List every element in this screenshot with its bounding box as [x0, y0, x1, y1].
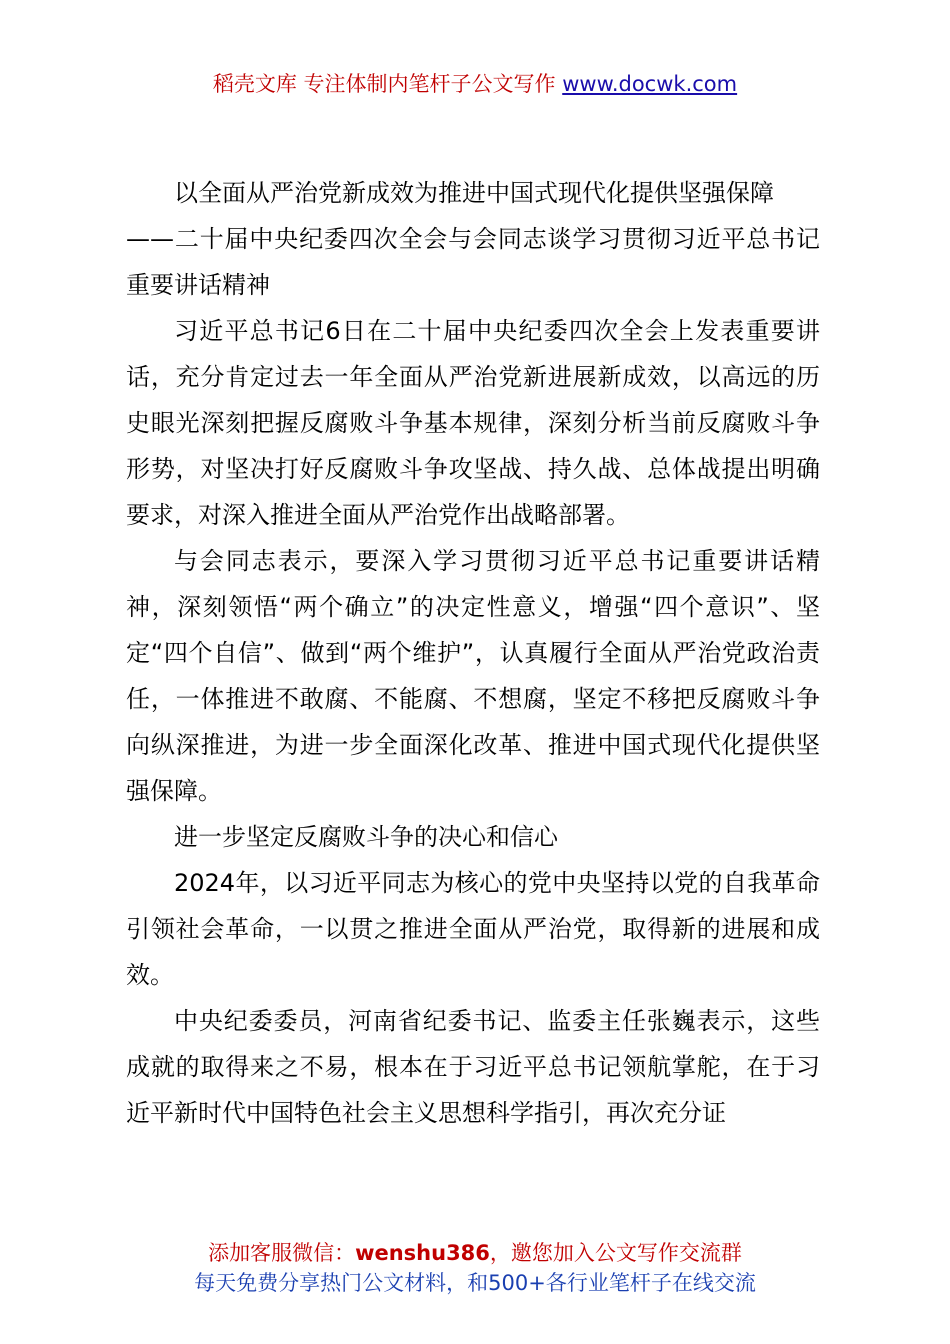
- footer-line-2: 每天免费分享热门公文材料，和500+各行业笔杆子在线交流: [194, 1271, 756, 1295]
- title-line-2: ——二十届中央纪委四次全会与会同志谈学习贯彻习近平总书记重要讲话精神: [126, 225, 820, 299]
- header-text: 稻壳文库 专注体制内笔杆子公文写作: [212, 72, 563, 96]
- footer-prefix: 添加客服微信：: [208, 1241, 356, 1265]
- paragraph-4: 中央纪委委员，河南省纪委书记、监委主任张巍表示，这些成就的取得来之不易，根本在于习近平总书记领航掌舵，在于习近平新时代中国特色社会主义思想科学指引，再次充分证: [126, 1007, 820, 1127]
- article-body: [126, 170, 820, 1136]
- section-heading: 进一步坚定反腐败斗争的决心和信心: [174, 823, 558, 851]
- paragraph-1: 习近平总书记6日在二十届中央纪委四次全会上发表重要讲话，充分肯定过去一年全面从严治党新进展新成效，以高远的历史眼光深刻把握反腐败斗争基本规律，深刻分析当前反腐败斗争形势，对坚决打好反腐败斗争攻坚战、持久战、总体战提出明确要求，对深入推进全面从严治党作出战略部署。: [126, 317, 820, 529]
- article-title: [126, 170, 820, 308]
- paragraph-2: 与会同志表示，要深入学习贯彻习近平总书记重要讲话精神，深刻领悟“两个确立”的决定性意义，增强“四个意识”、坚定“四个自信”、做到“两个维护”，认真履行全面从严治党政治责任，一体推进不敢腐、不能腐、不想腐，坚定不移把反腐败斗争向纵深推进，为进一步全面深化改革、推进中国式现代化提供坚强保障。: [126, 547, 820, 805]
- page-footer: [0, 1238, 950, 1298]
- page-header: [0, 70, 950, 98]
- paragraph-3: 2024年，以习近平同志为核心的党中央坚持以党的自我革命引领社会革命，一以贯之推进全面从严治党，取得新的进展和成效。: [126, 869, 820, 989]
- footer-suffix: ，邀您加入公文写作交流群: [489, 1241, 742, 1265]
- title-line-1: 以全面从严治党新成效为推进中国式现代化提供坚强保障: [174, 179, 774, 207]
- wechat-id: wenshu386: [355, 1241, 490, 1265]
- header-link[interactable]: www.docwk.com: [562, 72, 738, 96]
- footer-line-1: [0, 1238, 950, 1268]
